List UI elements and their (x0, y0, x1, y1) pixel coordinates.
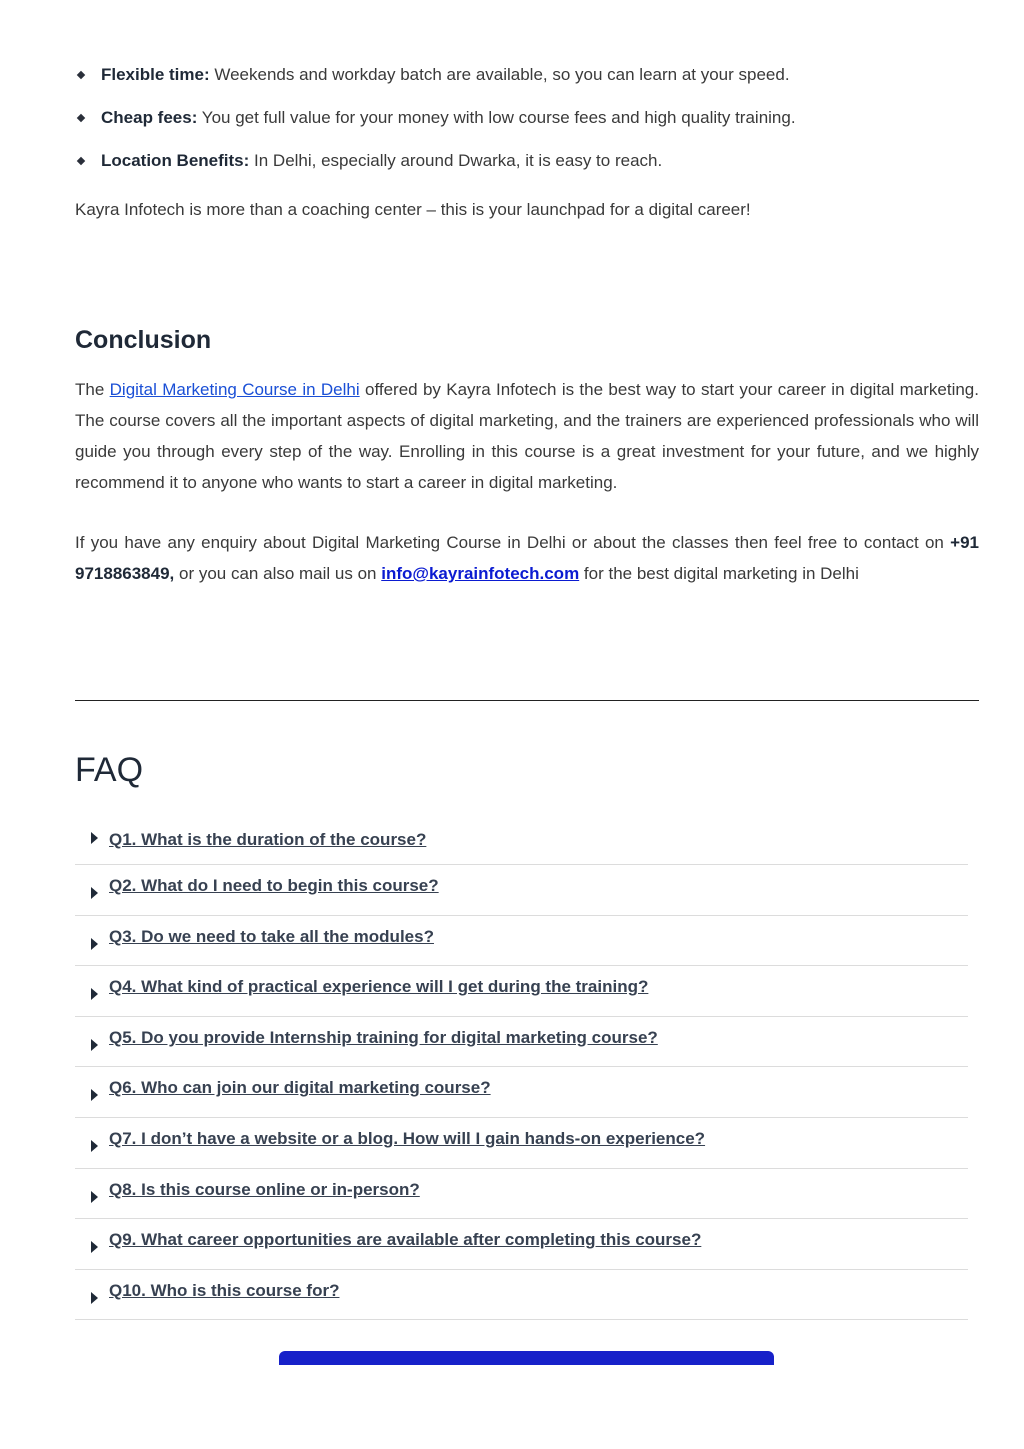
benefits-list (75, 62, 979, 191)
faq-question[interactable]: Q2. What do I need to begin this course? (109, 876, 439, 895)
email-link[interactable]: info@kayrainfotech.com (381, 564, 580, 583)
expand-arrow-icon[interactable] (91, 832, 98, 844)
section-divider (75, 700, 979, 701)
faq-item[interactable] (75, 1067, 968, 1118)
faq-list (75, 818, 968, 1320)
expand-arrow-icon[interactable] (91, 988, 98, 1000)
bullet-text: You get full value for your money with low course fees and high quality training. (197, 108, 796, 127)
faq-question[interactable]: Q7. I don’t have a website or a blog. How will I gain hands-on experience? (109, 1128, 706, 1148)
expand-arrow-icon[interactable] (91, 1039, 98, 1051)
list-item (75, 105, 979, 131)
faq-item[interactable] (75, 1118, 968, 1169)
bullet-label: Cheap fees: (101, 108, 198, 127)
faq-item[interactable] (75, 1169, 968, 1220)
faq-item[interactable] (75, 966, 968, 1017)
conclusion-paragraph (75, 374, 979, 498)
faq-heading: FAQ (75, 751, 144, 789)
list-item (75, 148, 979, 174)
intro-closing-text: Kayra Infotech is more than a coaching center – this is your launchpad for a digital career! (75, 200, 751, 219)
diamond-bullet-icon (77, 114, 85, 122)
diamond-bullet-icon (77, 71, 85, 79)
bullet-label: Flexible time: (101, 65, 210, 84)
paragraph-text: for the best digital marketing in Delhi (579, 564, 859, 583)
contact-paragraph (75, 527, 979, 589)
faq-question[interactable]: Q4. What kind of practical experience will I get during the training? (109, 977, 649, 997)
phone-number: +91 9718863849, (75, 533, 979, 583)
paragraph-text: If you have any enquiry about Digital Marketing Course in Delhi or about the classes then feel free to contact on (75, 533, 951, 552)
expand-arrow-icon[interactable] (91, 1292, 98, 1304)
paragraph-text: offered by Kayra Infotech is the best way to start your career in digital marketing. The course covers all the important aspects of digital marketing, and the trainers are experienced professionals who will guide you through every step of the way. Enrolling in this course is a great investment for your future, and we highly recommend it to anyone who wants to start a career in digital marketing. (75, 380, 979, 492)
faq-item[interactable] (75, 916, 968, 967)
faq-item[interactable] (75, 1017, 968, 1068)
faq-question[interactable]: Q9. What career opportunities are available after completing this course? (109, 1230, 702, 1250)
faq-item[interactable] (75, 1219, 968, 1270)
expand-arrow-icon[interactable] (91, 1140, 98, 1152)
diamond-bullet-icon (77, 157, 85, 165)
bullet-text: Weekends and workday batch are available, so you can learn at your speed. (209, 65, 790, 84)
faq-item[interactable] (75, 865, 968, 916)
expand-arrow-icon[interactable] (91, 1241, 98, 1253)
expand-arrow-icon[interactable] (91, 1191, 98, 1203)
bullet-label: Location Benefits: (101, 151, 250, 170)
faq-item[interactable] (75, 1270, 968, 1321)
cta-button[interactable] (279, 1351, 774, 1365)
faq-question[interactable]: Q6. Who can join our digital marketing course? (109, 1078, 491, 1098)
conclusion-heading: Conclusion (75, 326, 212, 354)
faq-question[interactable]: Q10. Who is this course for? (109, 1280, 340, 1300)
faq-question[interactable]: Q5. Do you provide Internship training for digital marketing course? (109, 1027, 658, 1047)
expand-arrow-icon[interactable] (91, 887, 98, 899)
paragraph-text: The (75, 380, 110, 399)
course-link[interactable]: Digital Marketing Course in Delhi (109, 380, 360, 399)
faq-item[interactable] (75, 818, 968, 865)
expand-arrow-icon[interactable] (91, 938, 98, 950)
paragraph-text: or you can also mail us on (174, 564, 382, 583)
bullet-text: In Delhi, especially around Dwarka, it is easy to reach. (249, 151, 663, 170)
list-item (75, 62, 979, 88)
faq-question[interactable]: Q1. What is the duration of the course? (109, 830, 427, 849)
faq-question[interactable]: Q8. Is this course online or in-person? (109, 1179, 420, 1199)
expand-arrow-icon[interactable] (91, 1089, 98, 1101)
faq-question[interactable]: Q3. Do we need to take all the modules? (109, 926, 434, 946)
